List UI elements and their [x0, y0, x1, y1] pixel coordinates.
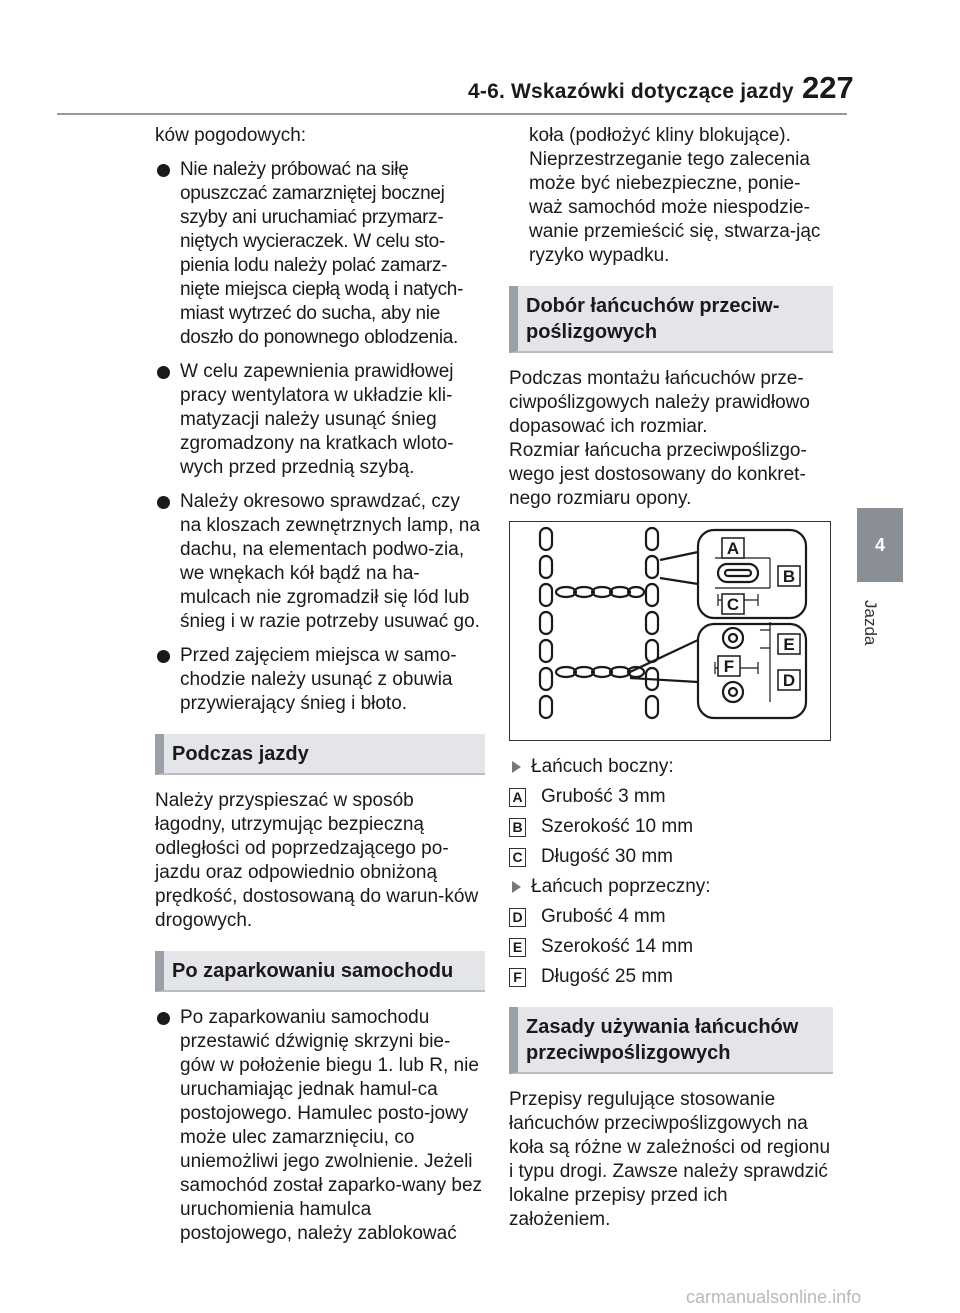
spec-letter-box: E: [509, 938, 526, 957]
figure-label-d: D: [782, 671, 796, 690]
bullet-item-inspection: Należy okresowo sprawdzać, czy na kloszach zewnętrznych lamp, na dachu, na elementach podwo-zia, we wnękach kół bądź na ha-mulcach nie zgromadził się lód lub śnieg i w razie potrzeby usuwać go.: [155, 490, 485, 634]
spec-row-b: [509, 815, 833, 839]
section-heading-parking: Po zaparkowaniu samochodu: [155, 951, 485, 992]
side-chain-left: [540, 528, 552, 718]
spec-row-d: [509, 905, 833, 929]
figure-label-f: F: [723, 657, 735, 676]
right-column: [509, 124, 833, 1232]
side-chain-right: [646, 528, 658, 718]
section-heading-chains: Dobór łańcuchów przeciw-poślizgowych: [509, 286, 833, 353]
header-divider: [57, 113, 847, 115]
section-heading-rules: Zasady używania łańcuchów przeciwpoślizgowych: [509, 1007, 833, 1074]
bullet-item-footwear: Przed zajęciem miejsca w samo-chodzie należy usunąć z obuwia przywierający śnieg i błoto.: [155, 644, 485, 716]
header-title: 4-6. Wskazówki dotyczące jazdy: [468, 80, 794, 103]
spec-letter-box: D: [509, 908, 526, 927]
spec-letter-box: A: [509, 788, 526, 807]
driving-text: Należy przyspieszać w sposób łagodny, utrzymując bezpieczną odległości od poprzedzającego po-jazdu oraz odpowiednio obniżoną prędkość, dostosowaną do warun-ków drogowych.: [155, 790, 479, 931]
figure-label-c: C: [726, 595, 740, 614]
spec-letter-box: C: [509, 848, 526, 867]
continuation-text: koła (podłożyć kliny blokujące). Nieprzestrzeganie tego zalecenia może być niebezpieczne, ponie-waż samochód może niespodzie-wanie przemieścić się, stwarza-jąc ryzyko wypadku.: [529, 125, 821, 266]
spec-letter-box: B: [509, 818, 526, 837]
figure-label-a: A: [726, 539, 740, 558]
spec-text: Długość 30 mm: [541, 846, 673, 867]
bullet-item-parking: Po zaparkowaniu samochodu przestawić dźwignię skrzyni bie-gów w położenie biegu 1. lub R, nie uruchamiając jednak hamul-ca postojowego. Hamulec posto-jowy może ulec zamarznięciu, co uniemożliwi jego zwolnienie. Jeżeli samochód został zaparko-wany bez uruchomienia hamulca postojowego, należy zablokować: [155, 1006, 485, 1246]
watermark: carmanualsonline.info: [686, 1287, 862, 1307]
chapter-label: Jazda: [861, 600, 880, 646]
chains-paragraph-2: Rozmiar łańcucha przeciwpoślizgo-wego jest dostosowany do konkret-nego rozmiaru opony.: [509, 440, 807, 509]
spec-text: Szerokość 14 mm: [541, 936, 694, 957]
side-chain-title: Łańcuch boczny:: [509, 755, 833, 779]
chains-paragraph-1: Podczas montażu łańcuchów prze-ciwpoślizgowych należy prawidłowo dopasować ich rozmiar.: [509, 368, 810, 437]
chapter-tab[interactable]: [857, 508, 903, 582]
bullet-item-ventilation: W celu zapewnienia prawidłowej pracy wentylatora w układzie kli-matyzacji należy usunąć śnieg zgromadzony na kratkach wloto-wych przed przednią szybą.: [155, 360, 485, 480]
figure-letter-boxes: [718, 538, 800, 690]
section-heading-driving: Podczas jazdy: [155, 734, 485, 775]
spec-row-c: [509, 845, 833, 869]
rules-text: Przepisy regulujące stosowanie łańcuchów przeciwpoślizgowych na koła są różne w zależności od regionu i typu drogi. Zawsze należy sprawdzić lokalne przepisy przed ich założeniem.: [509, 1089, 831, 1230]
chain-diagram-svg: [510, 522, 830, 740]
page-number: 227: [802, 70, 854, 105]
spec-text: Szerokość 10 mm: [541, 816, 694, 837]
spec-text: Grubość 3 mm: [541, 786, 666, 807]
figure-label-b: B: [782, 567, 796, 586]
chain-diagram: [509, 521, 831, 741]
chapter-number: 4: [874, 534, 885, 555]
cross-chain-upper: [556, 587, 644, 597]
spec-text: Grubość 4 mm: [541, 906, 666, 927]
spec-letter-box: F: [509, 968, 526, 987]
cross-chain-title: Łańcuch poprzeczny:: [509, 875, 833, 899]
spec-row-f: [509, 965, 833, 989]
spec-row-a: [509, 785, 833, 809]
spec-row-e: [509, 935, 833, 959]
intro-text: ków pogodowych:: [155, 125, 307, 146]
figure-label-e: E: [783, 635, 795, 654]
left-column: [155, 124, 485, 1256]
bullet-item-window: Nie należy próbować na siłę opuszczać zamarzniętej bocznej szyby ani uruchamiać przymarz-niętych wycieraczek. W celu sto-pienia lodu należy polać zamarz-nięte miejsca ciepłą wodą i natych-miast wytrzeć do sucha, aby nie doszło do ponownego oblodzenia.: [155, 158, 485, 350]
spec-text: Długość 25 mm: [541, 966, 673, 987]
